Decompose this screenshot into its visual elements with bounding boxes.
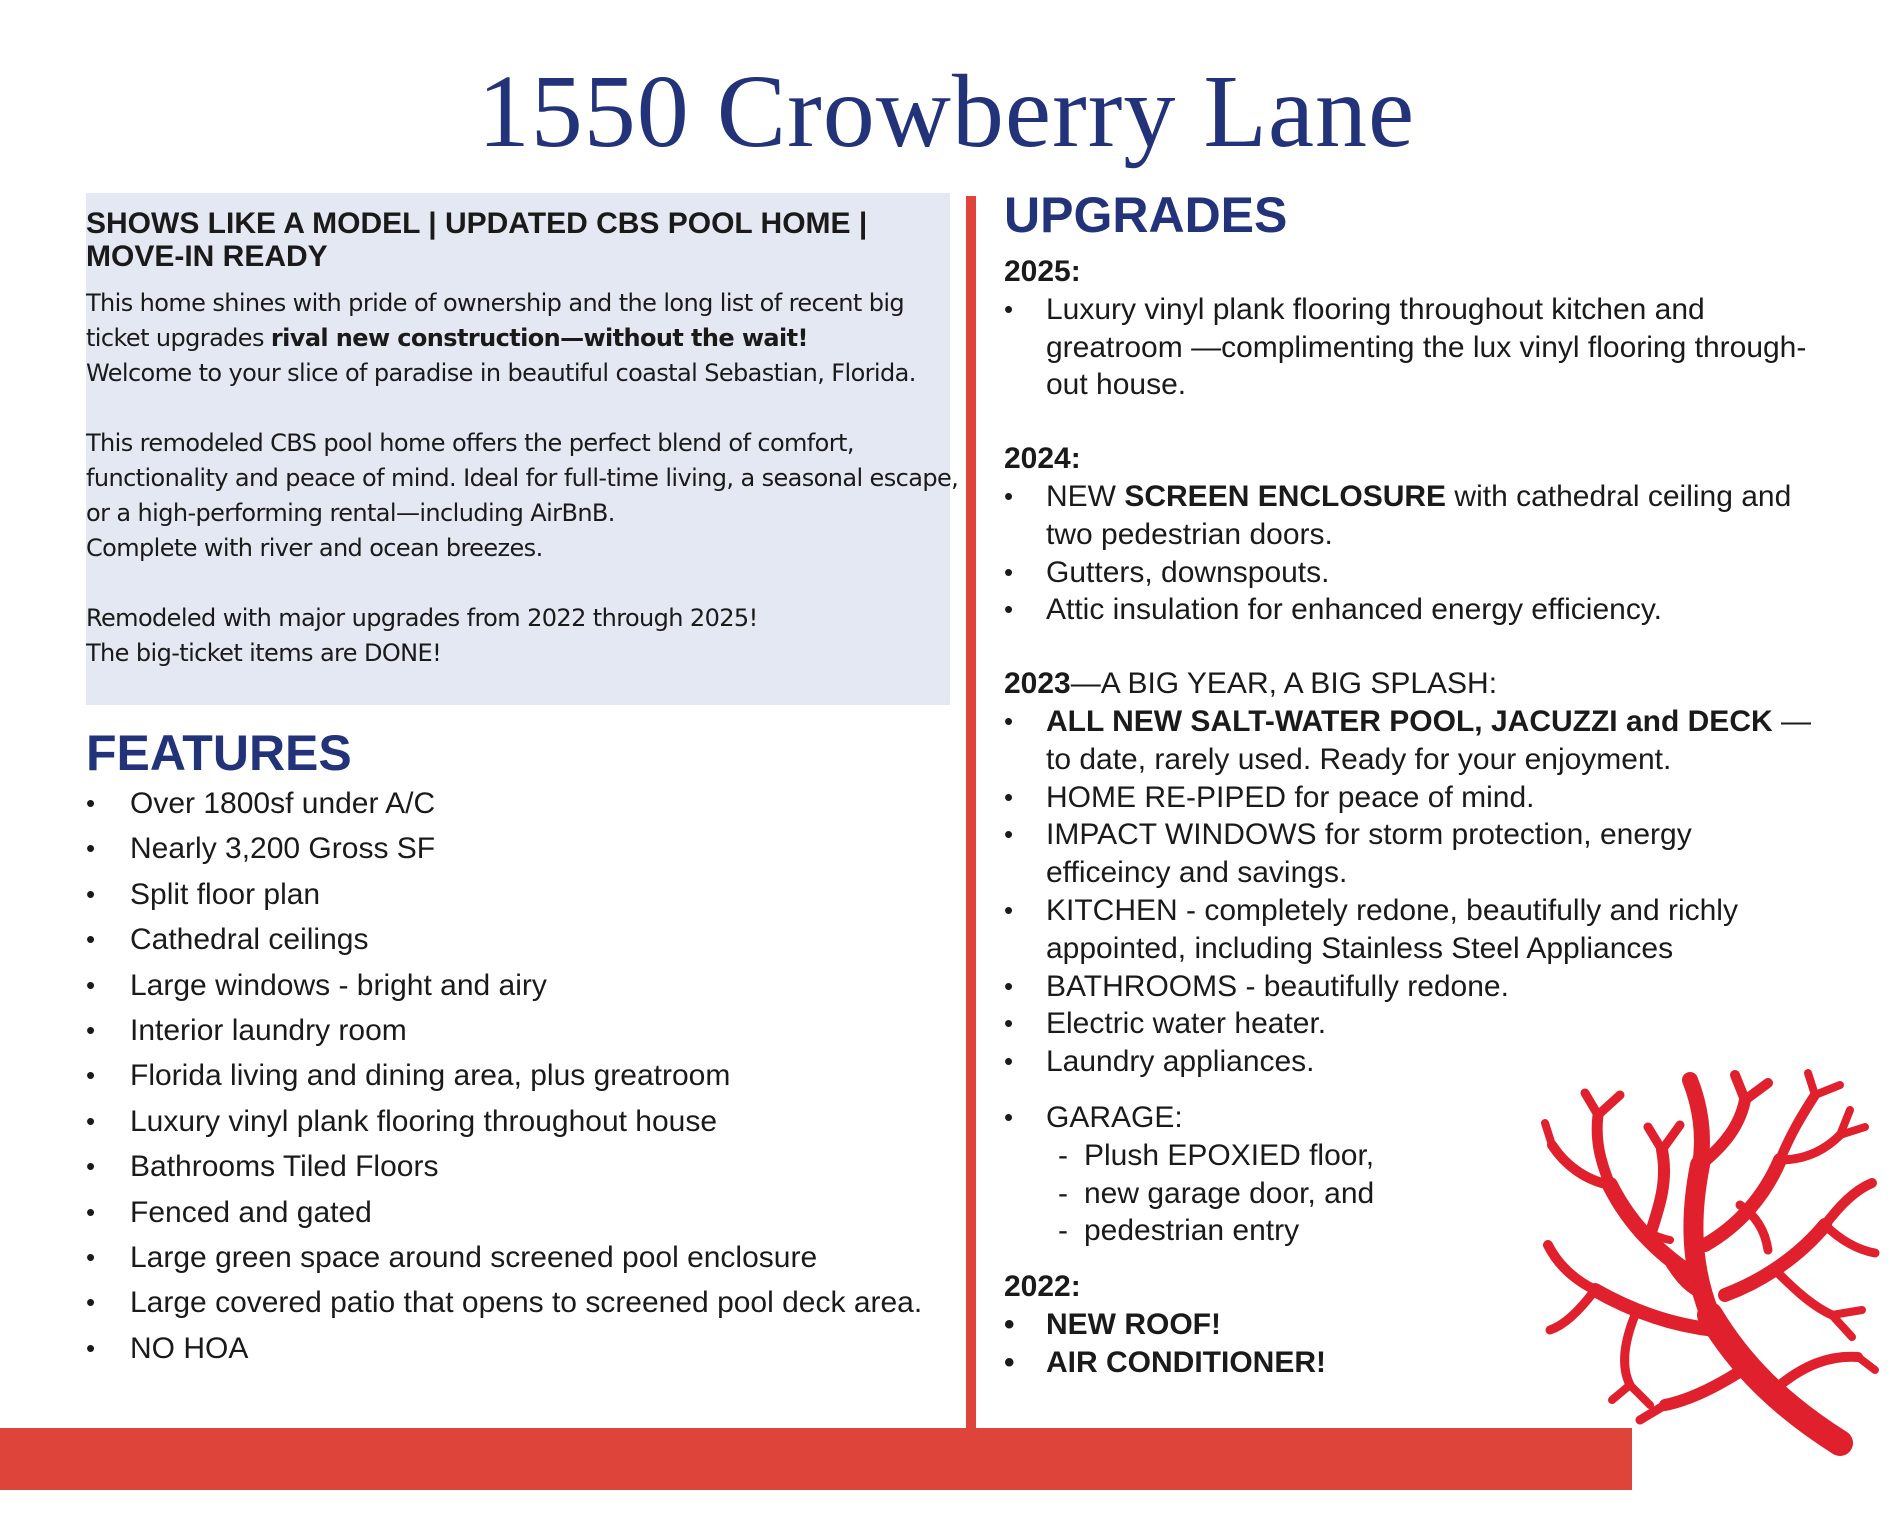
upgrade-text: NEW — [1046, 479, 1116, 513]
intro-line: This home shines with pride of ownership and the long list of recent big — [86, 289, 905, 317]
upgrade-item: • Electric water heater. — [1004, 1005, 1864, 1043]
upgrade-highlight: SCREEN ENCLOSURE — [1124, 479, 1447, 513]
feature-item: • Florida living and dining area, plus greatroom — [86, 1053, 966, 1098]
upgrade-item: • AIR CONDITIONER! — [1004, 1344, 1864, 1382]
upgrades-2024-list — [1004, 478, 1864, 629]
intro-line: Welcome to your slice of paradise in beautiful coastal Sebastian, Florida. — [86, 359, 916, 387]
feature-item: • Bathrooms Tiled Floors — [86, 1144, 966, 1189]
upgrade-line: to date, rarely used. Ready for your enjoyment. — [1046, 742, 1672, 776]
upgrade-item: • Attic insulation for enhanced energy efficiency. — [1004, 591, 1864, 629]
upgrade-item — [1004, 703, 1864, 779]
upgrade-item — [1004, 892, 1864, 968]
feature-item: • Large covered patio that opens to screened pool deck area. — [86, 1280, 966, 1325]
upgrade-item — [1004, 291, 1864, 404]
upgrade-text: with cathedral ceiling and — [1454, 479, 1792, 513]
intro-line: The big-ticket items are DONE! — [86, 639, 442, 667]
upgrade-item: • Gutters, downspouts. — [1004, 554, 1864, 592]
features-list — [86, 781, 966, 1371]
feature-item: • Large green space around screened pool enclosure — [86, 1235, 966, 1280]
feature-item: • Nearly 3,200 Gross SF — [86, 826, 966, 871]
feature-item: • Fenced and gated — [86, 1190, 966, 1235]
coral-icon — [1540, 1065, 1880, 1465]
upgrades-2023-list — [1004, 703, 1864, 1081]
feature-item: • Luxury vinyl plank flooring throughout house — [86, 1099, 966, 1144]
intro-highlight: rival new construction—without the wait! — [270, 324, 808, 352]
garage-sub-item: - new garage door, and — [1058, 1175, 1864, 1213]
feature-item: • Over 1800sf under A/C — [86, 781, 966, 826]
upgrade-text: — — [1781, 704, 1811, 738]
garage-sub-item: - Plush EPOXIED floor, — [1058, 1137, 1864, 1175]
upgrade-highlight: ALL NEW SALT-WATER POOL, JACUZZI and DECK — [1046, 704, 1773, 738]
property-title: 1550 Crowberry Lane — [477, 54, 1416, 169]
garage-sub-item: - pedestrian entry — [1058, 1212, 1864, 1250]
upgrade-item: • NEW ROOF! — [1004, 1306, 1864, 1344]
upgrade-line: appointed, including Stainless Steel Appliances — [1046, 931, 1674, 965]
upgrade-line: Luxury vinyl plank flooring throughout kitchen and — [1046, 292, 1705, 326]
intro-line: Remodeled with major upgrades from 2022 through 2025! — [86, 604, 758, 632]
intro-line — [86, 321, 966, 356]
features-heading: FEATURES — [86, 725, 352, 781]
intro-line: functionality and peace of mind. Ideal for full-time living, a seasonal escape, — [86, 464, 959, 492]
feature-item: • Cathedral ceilings — [86, 917, 966, 962]
intro-heading: SHOWS LIKE A MODEL | UPDATED CBS POOL HOME | MOVE-IN READY — [86, 207, 868, 273]
year-label-2023 — [1004, 665, 1864, 703]
intro-line: Complete with river and ocean breezes. — [86, 534, 543, 562]
intro-line: This remodeled CBS pool home offers the perfect blend of comfort, — [86, 429, 854, 457]
upgrades-2025-list — [1004, 291, 1864, 404]
feature-item: • Interior laundry room — [86, 1008, 966, 1053]
garage-label: GARAGE: — [1046, 1100, 1183, 1134]
intro-line: or a high-performing rental—including AirBnB. — [86, 499, 615, 527]
year-number: 2023 — [1004, 667, 1071, 701]
upgrade-item — [1004, 478, 1864, 554]
feature-item: • Large windows - bright and airy — [86, 963, 966, 1008]
upgrade-item: • Laundry appliances. — [1004, 1043, 1864, 1081]
upgrade-line: efficeincy and savings. — [1046, 856, 1348, 890]
upgrade-line: greatroom —complimenting the lux vinyl flooring through- — [1046, 330, 1807, 364]
upgrade-line: two pedestrian doors. — [1046, 517, 1333, 551]
column-divider — [966, 196, 976, 1428]
upgrade-item: • HOME RE-PIPED for peace of mind. — [1004, 779, 1864, 817]
year-label-2022: 2022: — [1004, 1270, 1081, 1304]
feature-item: • NO HOA — [86, 1326, 966, 1371]
upgrade-item: • BATHROOMS - beautifully redone. — [1004, 968, 1864, 1006]
upgrade-line: out house. — [1046, 368, 1187, 402]
upgrade-item — [1004, 816, 1864, 892]
year-label-2024: 2024: — [1004, 442, 1081, 476]
upgrade-line: IMPACT WINDOWS for storm protection, energy — [1046, 818, 1692, 852]
feature-item: • Split floor plan — [86, 872, 966, 917]
intro-text — [86, 286, 966, 671]
upgrades-heading: UPGRADES — [1004, 187, 1288, 243]
year-subtitle: —A BIG YEAR, A BIG SPLASH: — [1070, 667, 1498, 701]
upgrade-line: KITCHEN - completely redone, beautifully and richly — [1046, 893, 1738, 927]
year-label-2025: 2025: — [1004, 255, 1081, 288]
intro-line-text: ticket upgrades — [86, 324, 264, 352]
footer-bar — [0, 1428, 1632, 1490]
